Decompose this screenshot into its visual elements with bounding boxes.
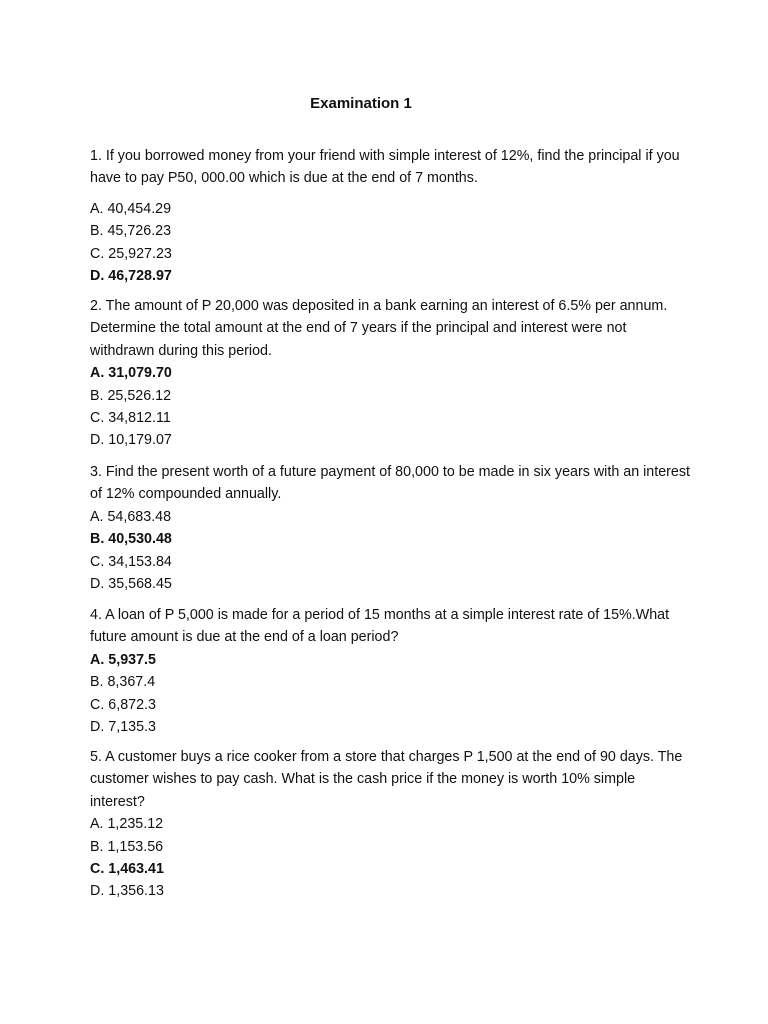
option-b: B. 8,367.4 (90, 674, 156, 691)
question-text: 2. The amount of P 20,000 was deposited in a bank earning an interest of 6.5% per annum. Determine the total amount at the end of 7 years if the principal and interest were not withdrawn during this period. (90, 298, 668, 359)
option-a-correct: A. 31,079.70 (90, 365, 172, 382)
question-text: 1. If you borrowed money from your friend with simple interest of 12%, find the principal if you have to pay P50, 000.00 which is due at the end of 7 months. (90, 148, 680, 187)
option-d: D. 7,135.3 (90, 718, 156, 735)
question-3 (90, 461, 690, 595)
question-5 (90, 746, 690, 903)
question-2 (90, 295, 690, 452)
page-title: Examination 1 (310, 95, 412, 112)
option-list (90, 198, 690, 288)
option-c: C. 6,872.3 (90, 696, 156, 713)
option-b: B. 45,726.23 (90, 223, 172, 240)
question-text: 4. A loan of P 5,000 is made for a period of 15 months at a simple interest rate of 15%.What future amount is due at the end of a loan period? (90, 607, 670, 646)
option-d-correct: D. 46,728.97 (90, 267, 172, 284)
option-list (90, 362, 690, 452)
option-c: C. 25,927.23 (90, 245, 172, 262)
option-c: C. 34,812.11 (90, 410, 171, 426)
option-list (90, 649, 690, 739)
option-d: D. 10,179.07 (90, 432, 172, 449)
option-a: A. 1,235.12 (90, 816, 164, 833)
option-c-correct: C. 1,463.41 (90, 861, 164, 877)
option-c: C. 34,153.84 (90, 553, 172, 570)
question-4 (90, 604, 690, 738)
option-b-correct: B. 40,530.48 (90, 531, 172, 548)
option-b: B. 25,526.12 (90, 387, 172, 404)
option-a: A. 40,454.29 (90, 200, 172, 217)
option-b: B. 1,153.56 (90, 838, 164, 855)
option-d: D. 35,568.45 (90, 575, 172, 592)
question-text: 3. Find the present worth of a future payment of 80,000 to be made in six years with an interest of 12% compounded annually. (90, 464, 691, 503)
option-a-correct: A. 5,937.5 (90, 651, 156, 668)
option-a: A. 54,683.48 (90, 508, 172, 525)
option-list (90, 506, 690, 596)
option-d: D. 1,356.13 (90, 883, 164, 900)
question-text: 5. A customer buys a rice cooker from a store that charges P 1,500 at the end of 90 days. The customer wishes to pay cash. What is the cash price if the money is worth 10% simple interest? (90, 749, 683, 810)
option-list (90, 813, 690, 903)
question-1 (90, 145, 690, 287)
